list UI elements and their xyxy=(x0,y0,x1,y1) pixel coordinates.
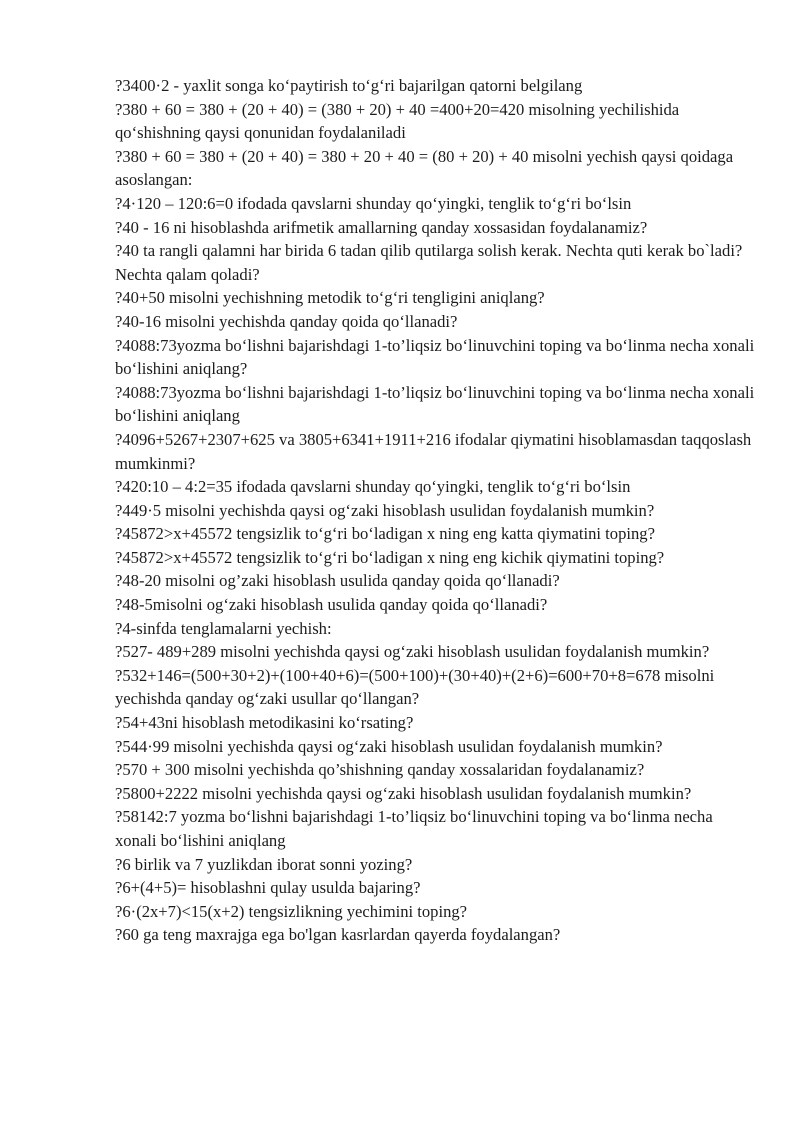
question-line: ?544·99 misolni yechishda qaysi og‘zaki hisoblash usulidan foydalanish mumkin? xyxy=(115,736,663,756)
document-page xyxy=(115,74,755,947)
question-line: ?4-sinfda tenglamalarni yechish: xyxy=(115,618,332,638)
question-line: ?40+50 misolni yechishning metodik to‘g‘ri tengligini aniqlang? xyxy=(115,288,545,308)
question-line: ?527- 489+289 misolni yechishda qaysi og‘zaki hisoblash usulidan foydalanish mumkin? xyxy=(115,642,710,662)
question-line: ?54+43ni hisoblash metodikasini ko‘rsating? xyxy=(115,713,414,733)
question-line: ?380 + 60 = 380 + (20 + 40) = (380 + 20) + 40 =400+20=420 misolning yechilishida qo‘shishning qaysi qonunidan foydalaniladi xyxy=(115,99,680,143)
question-line: ?532+146=(500+30+2)+(100+40+6)=(500+100)+(30+40)+(2+6)=600+70+8=678 misolni yechishda qanday og‘zaki usullar qo‘llangan? xyxy=(115,665,715,709)
question-line: ?6 birlik va 7 yuzlikdan iborat sonni yozing? xyxy=(115,854,413,874)
question-line: ?48-5misolni og‘zaki hisoblash usulida qanday qoida qo‘llanadi? xyxy=(115,595,548,615)
question-line: ?40 ta rangli qalamni har birida 6 tadan qilib qutilarga solish kerak. Nechta quti kerak bo`ladi? Nechta qalam qoladi? xyxy=(115,241,743,284)
question-line: ?570 + 300 misolni yechishda qo’shishning qanday xossalaridan foydalanamiz? xyxy=(115,760,645,780)
question-line: ?6·(2x+7)<15(x+2) tengsizlikning yechimini toping? xyxy=(115,901,468,921)
question-line: ?40 - 16 ni hisoblashda arifmetik amallarning qanday xossasidan foydalanamiz? xyxy=(115,217,648,237)
question-line: ?5800+2222 misolni yechishda qaysi og‘zaki hisoblash usulidan foydalanish mumkin? xyxy=(115,783,692,803)
question-line: ?380 + 60 = 380 + (20 + 40) = 380 + 20 + 40 = (80 + 20) + 40 misolni yechish qaysi qoidaga asoslangan: xyxy=(115,146,734,190)
question-line: ?40-16 misolni yechishda qanday qoida qo‘llanadi? xyxy=(115,311,458,331)
question-line: ?6+(4+5)= hisoblashni qulay usulda bajaring? xyxy=(115,878,421,898)
question-line: ?48-20 misolni og’zaki hisoblash usulida qanday qoida qo‘llanadi? xyxy=(115,571,560,591)
question-line: ?4088:73yozma bo‘lishni bajarishdagi 1-to’liqsiz bo‘linuvchini toping va bo‘linma necha xonali bo‘lishini aniqlang? xyxy=(115,335,755,379)
question-line: ?45872>x+45572 tengsizlik to‘g‘ri bo‘ladigan x ning eng kichik qiymatini toping? xyxy=(115,547,665,567)
question-line: ?4096+5267+2307+625 va 3805+6341+1911+216 ifodalar qiymatini hisoblamasdan taqqoslash mumkinmi? xyxy=(115,429,752,473)
question-line: ?60 ga teng maxrajga ega bo'lgan kasrlardan qayerda foydalangan? xyxy=(115,925,561,945)
question-line: ?420:10 – 4:2=35 ifodada qavslarni shunday qo‘yingki, tenglik to‘g‘ri bo‘lsin xyxy=(115,477,631,497)
question-line: ?3400·2 - yaxlit songa ko‘paytirish to‘g‘ri bajarilgan qatorni belgilang xyxy=(115,76,583,95)
question-line: ?449·5 misolni yechishda qaysi og‘zaki hisoblash usulidan foydalanish mumkin? xyxy=(115,500,655,520)
question-line: ?4088:73yozma bo‘lishni bajarishdagi 1-to’liqsiz bo‘linuvchini toping va bo‘linma necha xonali bo‘lishini aniqlang xyxy=(115,382,755,426)
question-line: ?58142:7 yozma bo‘lishni bajarishdagi 1-to’liqsiz bo‘linuvchini toping va bo‘linma necha xonali bo‘lishini aniqlang xyxy=(115,807,713,850)
question-line: ?45872>x+45572 tengsizlik to‘g‘ri bo‘ladigan x ning eng katta qiymatini toping? xyxy=(115,524,655,544)
question-line: ?4·120 – 120:6=0 ifodada qavslarni shunday qo‘yingki, tenglik to‘g‘ri bo‘lsin xyxy=(115,193,632,213)
